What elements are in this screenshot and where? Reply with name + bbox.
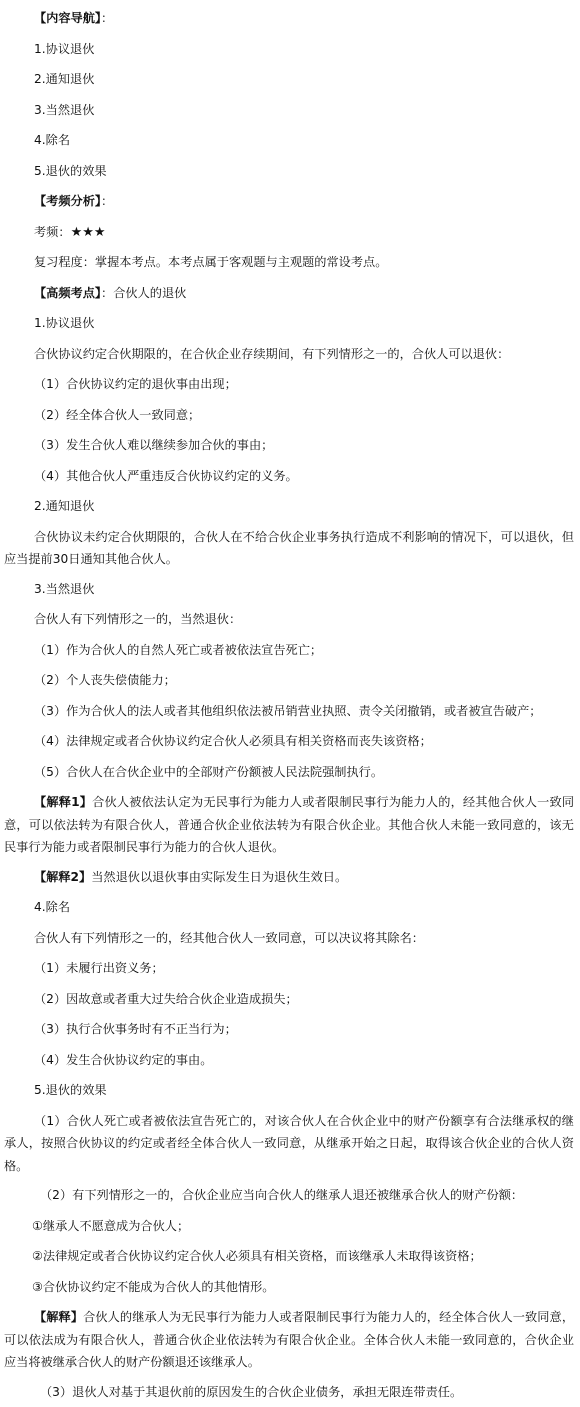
- explanation-text: 合伙人的继承人为无民事行为能力人或者限制民事行为能力人的，经全体合伙人一致同意，可以依法成为有限合伙人，普通合伙企业依法转为有限合伙企业。全体合伙人未能一致同意的，合伙企业应当将被继承合伙人的财产份额退还该继承人。: [4, 1310, 574, 1369]
- exam-frequency: [4, 217, 574, 248]
- list-item: （3）发生合伙人难以继续参加合伙的事由；: [4, 430, 574, 461]
- nav-item: 4.除名: [4, 125, 574, 156]
- list-item: （3）执行合伙事务时有不正当行为；: [4, 1014, 574, 1045]
- list-item: （5）合伙人在合伙企业中的全部财产份额被人民法院强制执行。: [4, 757, 574, 788]
- paragraph: （3）退伙人对基于其退伙前的原因发生的合伙企业债务，承担无限连带责任。: [4, 1377, 574, 1407]
- list-item: ③合伙协议约定不能成为合伙人的其他情形。: [4, 1272, 574, 1303]
- explanation-label: 【解释2】: [34, 870, 91, 884]
- paragraph: （2）有下列情形之一的，合伙企业应当向合伙人的继承人退还被继承合伙人的财产份额：: [4, 1180, 574, 1211]
- nav-item: 1.协议退伙: [4, 34, 574, 65]
- list-item: （2）因故意或者重大过失给合伙企业造成损失；: [4, 984, 574, 1015]
- list-item: （1）合伙协议约定的退伙事由出现；: [4, 369, 574, 400]
- list-item: （1）未履行出资义务；: [4, 953, 574, 984]
- list-item: ②法律规定或者合伙协议约定合伙人必须具有相关资格，而该继承人未取得该资格；: [4, 1241, 574, 1272]
- section-title: 1.协议退伙: [4, 308, 574, 339]
- list-item: ①继承人不愿意成为合伙人；: [4, 1211, 574, 1242]
- nav-item: 3.当然退伙: [4, 95, 574, 126]
- explanation-text: 当然退伙以退伙事由实际发生日为退伙生效日。: [91, 870, 347, 884]
- list-item: （1）作为合伙人的自然人死亡或者被依法宣告死亡；: [4, 635, 574, 666]
- list-item: （2）经全体合伙人一致同意；: [4, 400, 574, 431]
- section-title: 3.当然退伙: [4, 574, 574, 605]
- analysis-heading-colon: ：: [101, 194, 113, 208]
- frequency-label: 考频：: [34, 225, 71, 239]
- explanation-note: [4, 787, 574, 862]
- nav-heading-colon: ：: [101, 11, 113, 25]
- highfreq-heading: [4, 278, 574, 309]
- nav-item: 5.退伙的效果: [4, 156, 574, 187]
- nav-item: 2.通知退伙: [4, 64, 574, 95]
- nav-heading-label: 【内容导航】: [34, 11, 101, 25]
- explanation-note: [4, 862, 574, 893]
- list-item: （4）其他合伙人严重违反合伙协议约定的义务。: [4, 461, 574, 492]
- explanation-note: [4, 1302, 574, 1377]
- list-item: （3）作为合伙人的法人或者其他组织依法被吊销营业执照、责令关闭撤销，或者被宣告破产；: [4, 696, 574, 727]
- section-intro: 合伙人有下列情形之一的，当然退伙：: [4, 604, 574, 635]
- highfreq-heading-topic: ：合伙人的退伙: [101, 286, 186, 300]
- list-item: （4）发生合伙协议约定的事由。: [4, 1045, 574, 1076]
- nav-heading: [4, 3, 574, 34]
- list-item: （4）法律规定或者合伙协议约定合伙人必须具有相关资格而丧失该资格；: [4, 726, 574, 757]
- analysis-heading: [4, 186, 574, 217]
- section-intro: 合伙协议约定合伙期限的，在合伙企业存续期间，有下列情形之一的，合伙人可以退伙：: [4, 339, 574, 370]
- section-intro: 合伙人有下列情形之一的，经其他合伙人一致同意，可以决议将其除名：: [4, 923, 574, 954]
- paragraph: 合伙协议未约定合伙期限的，合伙人在不给合伙企业事务执行造成不利影响的情况下，可以退伙，但应当提前30日通知其他合伙人。: [4, 522, 574, 574]
- explanation-label: 【解释1】: [34, 795, 92, 809]
- paragraph: （1）合伙人死亡或者被依法宣告死亡的，对该合伙人在合伙企业中的财产份额享有合法继承权的继承人，按照合伙协议的约定或者经全体合伙人一致同意，从继承开始之日起，取得该合伙企业的合伙人资格。: [4, 1106, 574, 1181]
- explanation-label: 【解释】: [34, 1310, 83, 1324]
- explanation-text: 合伙人被依法认定为无民事行为能力人或者限制民事行为能力人的，经其他合伙人一致同意，可以依法转为有限合伙人，普通合伙企业依法转为有限合伙企业。其他合伙人未能一致同意的，该无民事行为能力或者限制民事行为能力的合伙人退伙。: [4, 795, 574, 854]
- analysis-heading-label: 【考频分析】: [34, 194, 101, 208]
- highfreq-heading-label: 【高频考点】: [34, 286, 101, 300]
- list-item: （2）个人丧失偿债能力；: [4, 665, 574, 696]
- section-title: 2.通知退伙: [4, 491, 574, 522]
- section-title: 4.除名: [4, 892, 574, 923]
- star-rating-icon: ★★★: [71, 225, 106, 240]
- review-level: 复习程度：掌握本考点。本考点属于客观题与主观题的常设考点。: [4, 247, 574, 278]
- section-title: 5.退伙的效果: [4, 1075, 574, 1106]
